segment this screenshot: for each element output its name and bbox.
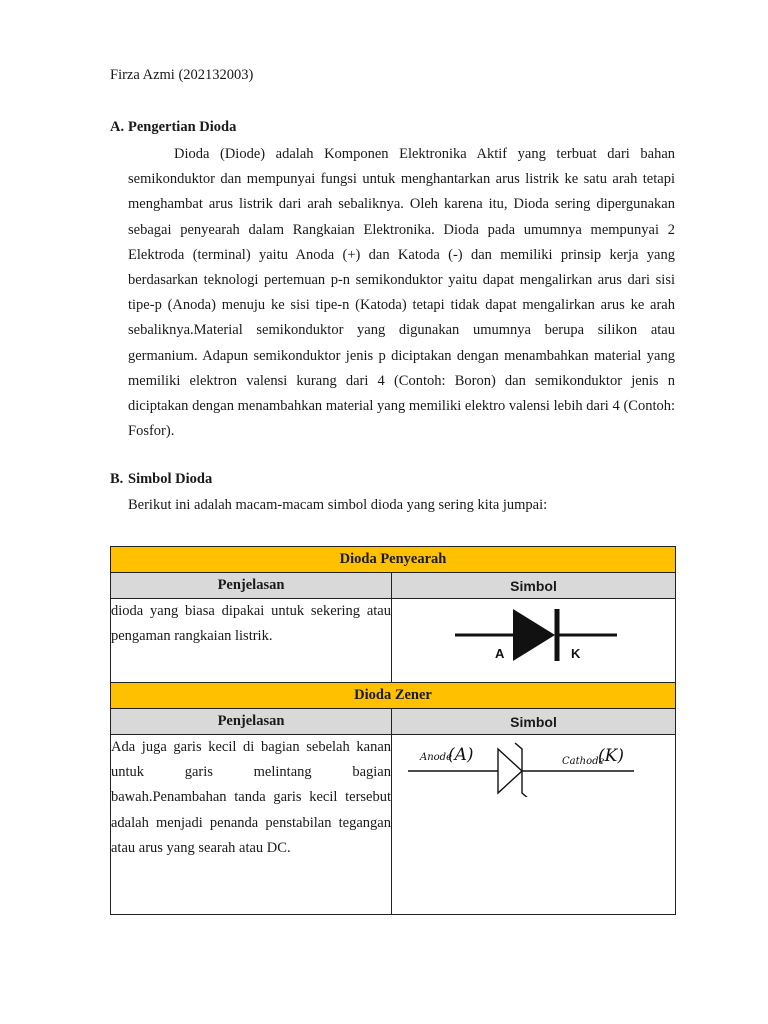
column-header-explanation: Penjelasan <box>111 573 392 599</box>
section-a-paragraph-text: Dioda (Diode) adalah Komponen Elektronika Aktif yang terbuat dari bahan semikonduktor dan mempunyai fungsi untuk menghantarkan arus listrik ke satu arah tetapi menghambat arus listrik dari arah sebaliknya. Oleh karena itu, Dioda sering dipergunakan sebagai penyearah dalam Rangkaian Elektronika. Dioda pada umumnya mempunyai 2 Elektroda (terminal) yaitu Anoda (+) dan Katoda (-) dan memiliki prinsip kerja yang berdasarkan teknologi pertemuan p-n semikonduktor yaitu dapat mengalirkan arus dari sisi tipe-p (Anoda) menuju ke sisi tipe-n (Katoda) tetapi tidak dapat mengalirkan arus ke arah sebaliknya.Material semikonduktor yang digunakan umumnya berupa silikon atau germanium. Adapun semikonduktor jenis p diciptakan dengan menambahkan material yang memiliki elektron valensi kurang dari 4 (Contoh: Boron) dan semikonduktor jenis n diciptakan dengan menambahkan material yang memiliki elektro valensi lebih dari 4 (Contoh: Fosfor). <box>128 146 675 440</box>
diode-triangle <box>513 609 555 661</box>
section-b-title: Simbol Dioda <box>128 471 213 487</box>
section-a-paragraph <box>128 142 675 444</box>
rectifier-diode-symbol <box>447 599 619 679</box>
diode-symbol-table <box>110 546 676 915</box>
rectifier-description: dioda yang biasa dipakai untuk sekering atau pengaman rangkaian listrik. <box>111 599 392 683</box>
section-header-rectifier: Dioda Penyearah <box>111 547 676 573</box>
cathode-word-label: Cathode <box>562 756 605 767</box>
author-line: Firza Azmi (202132003) <box>110 67 254 83</box>
table-row <box>111 573 676 599</box>
section-a-letter: A. <box>110 119 125 135</box>
section-b-letter: B. <box>110 471 124 487</box>
column-header-symbol: Simbol <box>392 709 676 735</box>
zener-symbol-cell <box>392 735 676 915</box>
section-a-title: Pengertian Dioda <box>128 119 237 135</box>
table-row <box>111 709 676 735</box>
zener-cathode-bar <box>515 743 529 797</box>
table-row <box>111 547 676 573</box>
zener-diode-symbol <box>402 735 662 797</box>
column-header-symbol: Simbol <box>392 573 676 599</box>
rectifier-symbol-cell <box>392 599 676 683</box>
table-row <box>111 599 676 683</box>
anode-label: A <box>495 646 505 661</box>
section-a-heading <box>110 119 236 136</box>
zener-description: Ada juga garis kecil di bagian sebelah kanan untuk garis melintang bagian bawah.Penambahan tanda garis kecil tersebut adalah menjadi penanda penstabilan tegangan atau arus yang searah atau DC. <box>111 735 392 915</box>
table-row <box>111 683 676 709</box>
zener-triangle <box>498 749 522 793</box>
anode-letter-label: (A) <box>448 745 474 765</box>
cathode-label: K <box>571 646 581 661</box>
section-header-zener: Dioda Zener <box>111 683 676 709</box>
section-b-heading <box>110 471 212 488</box>
column-header-explanation: Penjelasan <box>111 709 392 735</box>
table-row <box>111 735 676 915</box>
cathode-letter-label: (K) <box>598 746 624 766</box>
anode-word-label: Anode <box>420 752 453 763</box>
section-b-intro: Berikut ini adalah macam-macam simbol dioda yang sering kita jumpai: <box>128 497 548 513</box>
